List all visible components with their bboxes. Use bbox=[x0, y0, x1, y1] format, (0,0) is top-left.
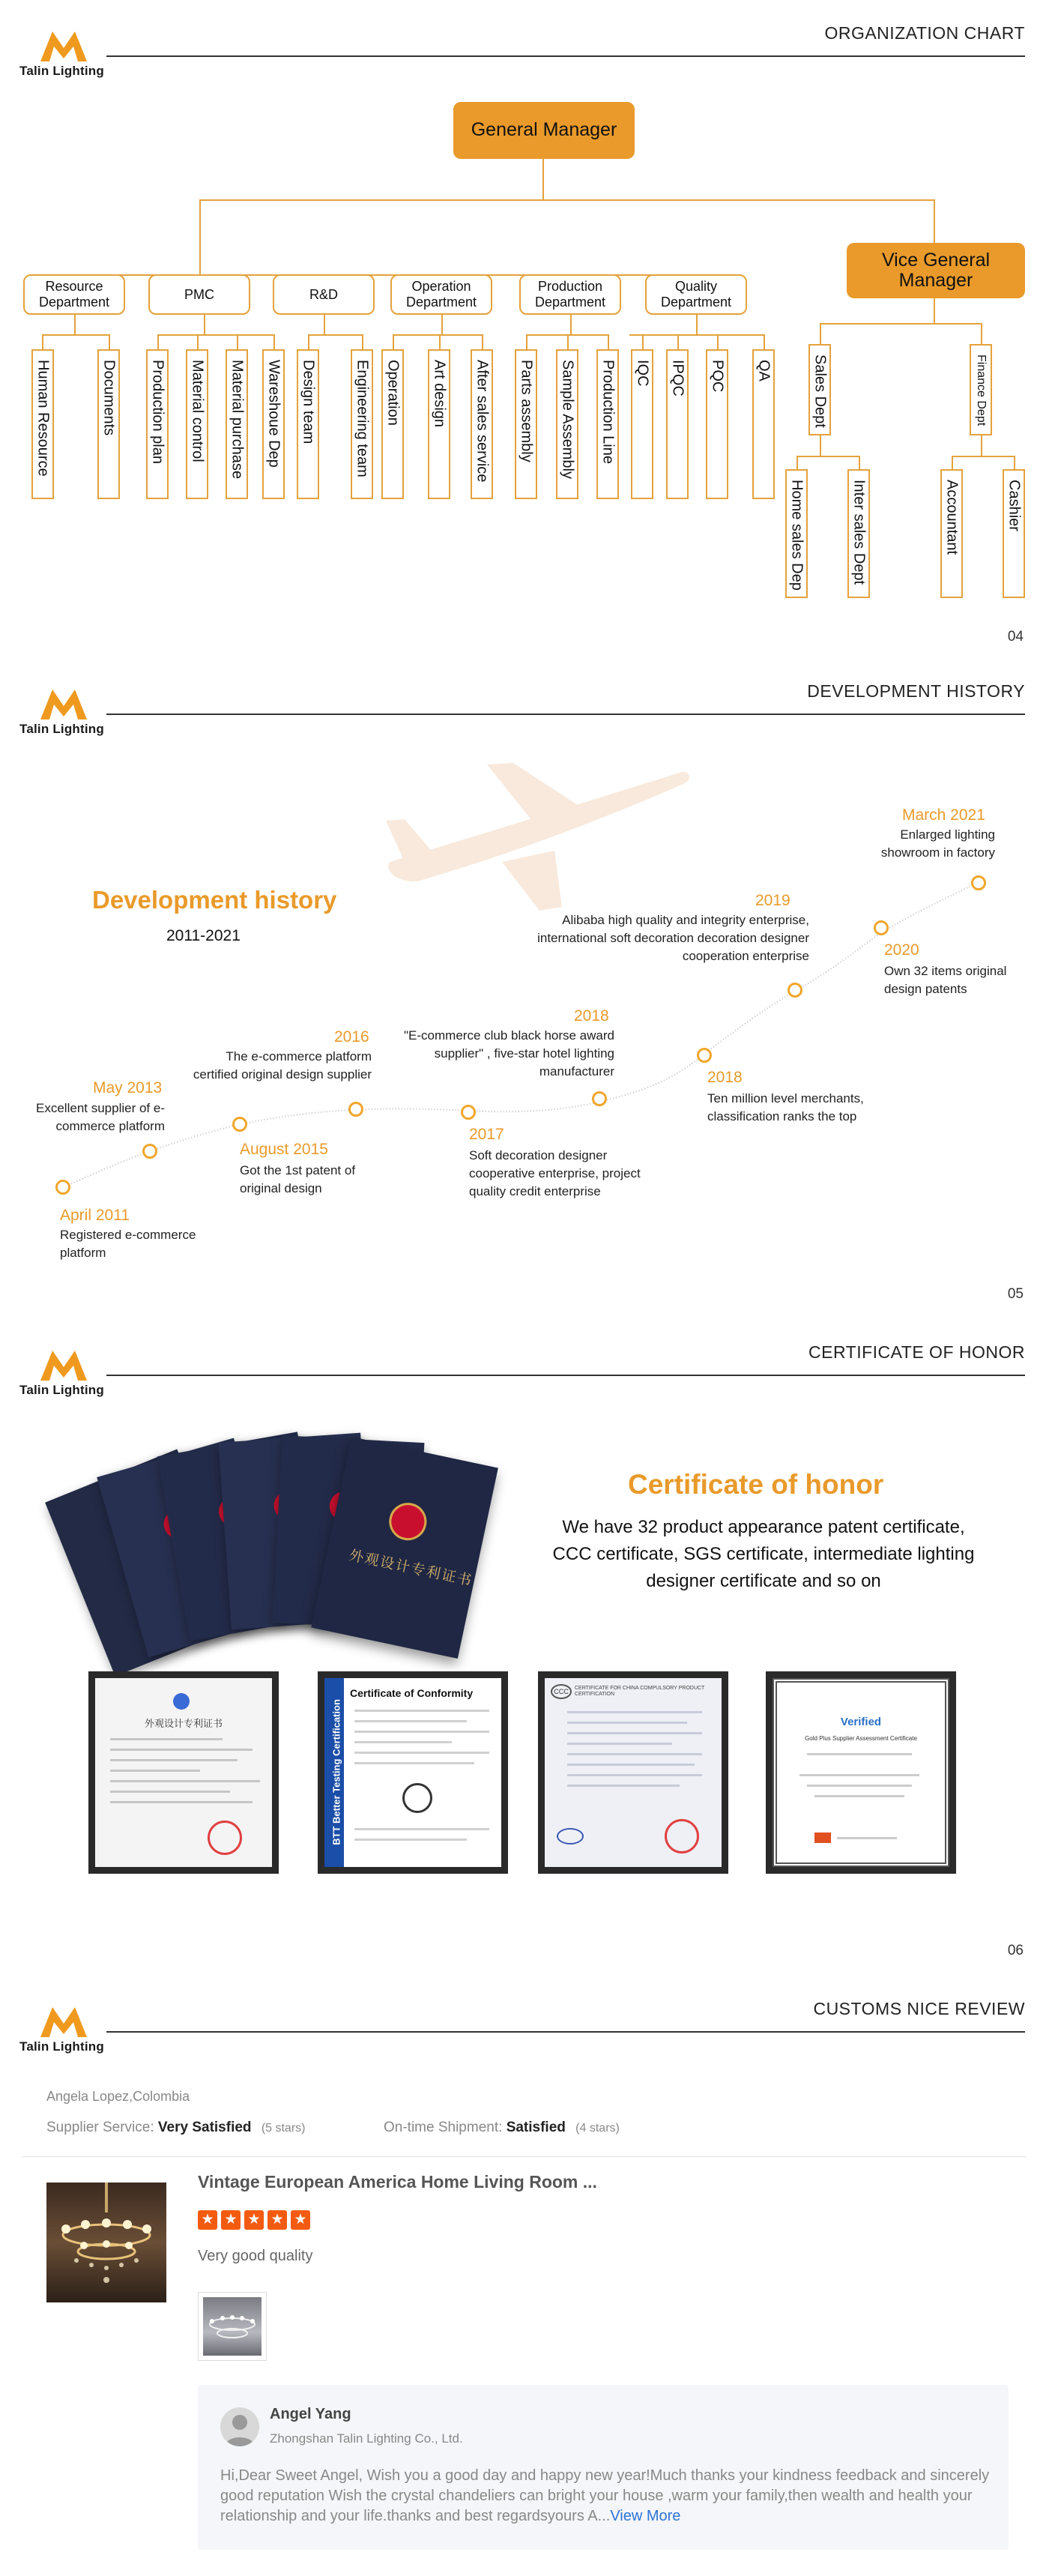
milestone-year: August 2015 bbox=[240, 1141, 328, 1158]
divider bbox=[22, 2156, 1027, 2157]
milestone-year: May 2013 bbox=[93, 1079, 163, 1097]
reply-author: Angel Yang bbox=[270, 2406, 351, 2422]
star-icon: ★ bbox=[291, 2210, 310, 2230]
unit-box bbox=[631, 349, 653, 499]
unit-label: Parts assembly bbox=[518, 360, 535, 462]
product-title-link[interactable]: Vintage European America Home Living Room ... bbox=[198, 2172, 597, 2192]
timeline-dot bbox=[874, 920, 889, 935]
timeline-dot bbox=[142, 1144, 157, 1159]
milestone-text: Excellent supplier of e-commerce platform bbox=[36, 1101, 165, 1133]
milestone-year: 2017 bbox=[469, 1126, 504, 1143]
page-number: 04 bbox=[1007, 629, 1024, 645]
unit-box bbox=[297, 349, 319, 499]
certificate-side-label: BTT Better Testing Certification bbox=[330, 1699, 342, 1845]
timeline-dot bbox=[55, 1180, 70, 1195]
supplier-service-value: Very Satisfied bbox=[157, 2120, 252, 2135]
unit-box bbox=[847, 469, 870, 598]
unit-label: Wareshoue Dep bbox=[265, 360, 282, 468]
unit-label: Sample Assembly bbox=[559, 360, 576, 479]
unit-label: Material control bbox=[189, 360, 206, 462]
certificate-card bbox=[766, 1671, 956, 1874]
certificate-title: Verified bbox=[840, 1716, 882, 1728]
shipment-rating bbox=[384, 2120, 620, 2136]
certificate-description: We have 32 product appearance patent certificate, CCC certificate, SGS certificate, intermediate lighting designer certificate and so on bbox=[552, 1517, 975, 1591]
unit-box bbox=[471, 349, 493, 499]
history-range: 2011-2021 bbox=[166, 927, 241, 944]
logo bbox=[19, 2004, 109, 2057]
timeline-dot bbox=[232, 1117, 247, 1132]
unit-box bbox=[785, 469, 808, 598]
milestone-text: Alibaba high quality and integrity enterprise, international soft decoration decoration designer cooperation enterprise bbox=[537, 913, 809, 963]
section-title-reviews: CUSTOMS NICE REVIEW bbox=[813, 1999, 1025, 2018]
unit-label: Material purchase bbox=[229, 360, 246, 479]
dept-rd: R&D bbox=[273, 274, 375, 315]
unit-box bbox=[262, 349, 285, 499]
milestone-text: Registered e-commerce platform bbox=[60, 1228, 196, 1260]
unit-label: Design team bbox=[300, 360, 317, 444]
logo-text: Talin Lighting bbox=[19, 1383, 104, 1397]
milestone-year: 2019 bbox=[755, 892, 790, 909]
unit-label: Production Line bbox=[599, 360, 617, 464]
avatar bbox=[220, 2407, 259, 2446]
logo-mark-icon bbox=[37, 28, 90, 63]
dept-pmc: PMC bbox=[148, 274, 250, 315]
milestone-text: "E-commerce club black horse award supplier" , five-star hotel lighting manufacturer bbox=[404, 1028, 614, 1079]
chandelier-icon bbox=[46, 2183, 166, 2302]
milestone-year: April 2011 bbox=[60, 1207, 130, 1224]
logo-mark-icon bbox=[37, 2004, 90, 2039]
timeline-dot bbox=[461, 1105, 476, 1120]
logo-mark-icon bbox=[37, 1348, 90, 1382]
seller-reply bbox=[198, 2385, 1009, 2550]
timeline-dot bbox=[348, 1102, 363, 1117]
unit-box bbox=[706, 349, 728, 499]
history-heading: Development history bbox=[92, 886, 337, 914]
certificate-title: Certificate of Conformity bbox=[350, 1687, 474, 1699]
unit-box bbox=[596, 349, 619, 499]
star-icon: ★ bbox=[244, 2210, 264, 2230]
unit-box bbox=[31, 349, 54, 499]
timeline-dot bbox=[592, 1091, 607, 1106]
unit-label: IQC bbox=[634, 360, 651, 387]
milestone-text: Enlarged lighting showroom in factory bbox=[880, 827, 995, 860]
unit-box bbox=[146, 349, 169, 499]
unit-label: QA bbox=[755, 360, 773, 381]
unit-label: Operation bbox=[384, 360, 402, 426]
unit-box bbox=[556, 349, 578, 499]
milestone-text: Soft decoration designer cooperative enterprise, project quality credit enterprise bbox=[469, 1148, 641, 1198]
dept-production: Production Department bbox=[519, 274, 621, 315]
supplier-service-rating bbox=[46, 2120, 305, 2136]
logo bbox=[19, 28, 109, 81]
page-number: 06 bbox=[1007, 1943, 1024, 1958]
product-thumbnail[interactable] bbox=[46, 2183, 166, 2302]
logo-mark-icon bbox=[37, 687, 90, 721]
certificate-subtitle: Gold Plus Supplier Assessment Certificate bbox=[805, 1735, 917, 1742]
section-rule bbox=[106, 1375, 1025, 1376]
dept-quality: Quality Department bbox=[645, 274, 747, 315]
supplier-service-stars: (5 stars) bbox=[261, 2122, 306, 2135]
unit-label: PQC bbox=[709, 360, 726, 393]
unit-label: Human Resource bbox=[34, 360, 52, 477]
reply-text bbox=[220, 2466, 992, 2527]
milestone-text: Got the 1st patent of original design bbox=[240, 1163, 356, 1195]
unit-box bbox=[752, 349, 775, 499]
timeline-dot bbox=[971, 875, 986, 890]
unit-box bbox=[666, 349, 689, 499]
page-number: 05 bbox=[1007, 1286, 1024, 1302]
unit-label: Art design bbox=[431, 360, 448, 428]
milestone-year: March 2021 bbox=[902, 806, 985, 824]
booklet-title: 外观设计专利证书 bbox=[348, 1548, 474, 1590]
timeline-dot bbox=[697, 1048, 712, 1063]
supplier-service-label: Supplier Service: bbox=[46, 2120, 154, 2135]
unit-box bbox=[515, 349, 537, 499]
milestone-year: 2016 bbox=[334, 1028, 369, 1046]
shipment-value: Satisfied bbox=[506, 2120, 566, 2135]
reply-body: Hi,Dear Sweet Angel, Wish you a good day and happy new year!Much thanks your kindness feedback and sincerely good reputation Wish the crystal chandeliers can bright your house ,warm your family,then wealth and health your relationship and your life.thanks and best regardsyours A... bbox=[220, 2467, 990, 2524]
milestone-text: The e-commerce platform certified original design supplier bbox=[193, 1049, 372, 1082]
unit-label: IPQC bbox=[669, 360, 686, 396]
vice-general-manager-box: Vice General Manager bbox=[847, 243, 1025, 298]
view-more-link[interactable]: View More bbox=[610, 2508, 681, 2524]
unit-label: Engineering team bbox=[354, 360, 371, 477]
star-icon: ★ bbox=[267, 2210, 287, 2230]
review-photo[interactable] bbox=[198, 2292, 267, 2361]
reviewer-name: Angela Lopez,Colombia bbox=[46, 2089, 190, 2104]
chandelier-photo-icon bbox=[203, 2297, 262, 2356]
unit-box bbox=[351, 349, 373, 499]
section-title-certificates: CERTIFICATE OF HONOR bbox=[808, 1342, 1025, 1362]
certificate-title: 外观设计专利证书 bbox=[144, 1718, 223, 1729]
reply-company: Zhongshan Talin Lighting Co., Ltd. bbox=[270, 2431, 463, 2446]
logo bbox=[19, 687, 109, 739]
shipment-label: On-time Shipment: bbox=[384, 2120, 503, 2135]
vice-dept-label: Sales Dept bbox=[811, 355, 829, 428]
section-rule bbox=[106, 2031, 1025, 2033]
unit-label: Inter sales Dept bbox=[850, 480, 868, 585]
unit-box bbox=[381, 349, 404, 499]
unit-label: Production plan bbox=[149, 360, 166, 464]
logo-text: Talin Lighting bbox=[19, 64, 104, 78]
vice-dept-box bbox=[808, 344, 831, 435]
unit-box bbox=[97, 349, 120, 499]
review-comment: Very good quality bbox=[198, 2248, 313, 2264]
logo-text: Talin Lighting bbox=[19, 2039, 104, 2054]
unit-label: Accountant bbox=[943, 480, 961, 555]
logo-text: Talin Lighting bbox=[19, 722, 104, 736]
certificate-heading: Certificate of honor bbox=[628, 1469, 884, 1500]
ccc-badge: CCC bbox=[551, 1684, 572, 1699]
dept-resource: Resource Department bbox=[23, 274, 125, 315]
certificate-title: CERTIFICATE FOR CHINA COMPULSORY PRODUCT CERTIFICATION bbox=[575, 1686, 705, 1698]
unit-box bbox=[1003, 469, 1025, 598]
timeline-dot bbox=[787, 983, 802, 998]
milestone-year: 2018 bbox=[574, 1007, 609, 1025]
star-icon: ★ bbox=[221, 2210, 241, 2230]
milestone-text: Own 32 items original design patents bbox=[884, 964, 1007, 996]
milestone-text: Ten million level merchants, classification ranks the top bbox=[707, 1091, 864, 1123]
section-rule bbox=[106, 55, 1025, 57]
shipment-stars: (4 stars) bbox=[575, 2122, 620, 2135]
unit-box bbox=[428, 349, 450, 499]
certificate-card bbox=[318, 1671, 508, 1874]
section-title-history: DEVELOPMENT HISTORY bbox=[807, 681, 1025, 701]
star-icon: ★ bbox=[198, 2210, 217, 2230]
logo bbox=[19, 1348, 109, 1400]
certificate-card bbox=[538, 1671, 728, 1874]
dept-operation: Operation Department bbox=[390, 274, 492, 315]
milestone-year: 2018 bbox=[707, 1069, 743, 1086]
vice-dept-label: Finance Dept bbox=[975, 355, 988, 426]
vice-dept-box bbox=[970, 344, 992, 435]
section-title-org: ORGANIZATION CHART bbox=[824, 23, 1025, 43]
certificate-booklets bbox=[60, 1417, 510, 1664]
unit-box bbox=[940, 469, 963, 598]
general-manager-box: General Manager bbox=[453, 102, 635, 159]
unit-label: Cashier bbox=[1006, 480, 1023, 531]
section-rule bbox=[106, 714, 1025, 715]
unit-label: Home sales Dep bbox=[788, 480, 805, 591]
unit-label: Documents bbox=[100, 360, 118, 436]
unit-box bbox=[226, 349, 248, 499]
unit-label: After sales service bbox=[474, 360, 491, 483]
avatar-icon bbox=[220, 2407, 259, 2446]
milestone-year: 2020 bbox=[884, 941, 919, 959]
unit-box bbox=[186, 349, 208, 499]
certificate-card bbox=[88, 1671, 279, 1874]
